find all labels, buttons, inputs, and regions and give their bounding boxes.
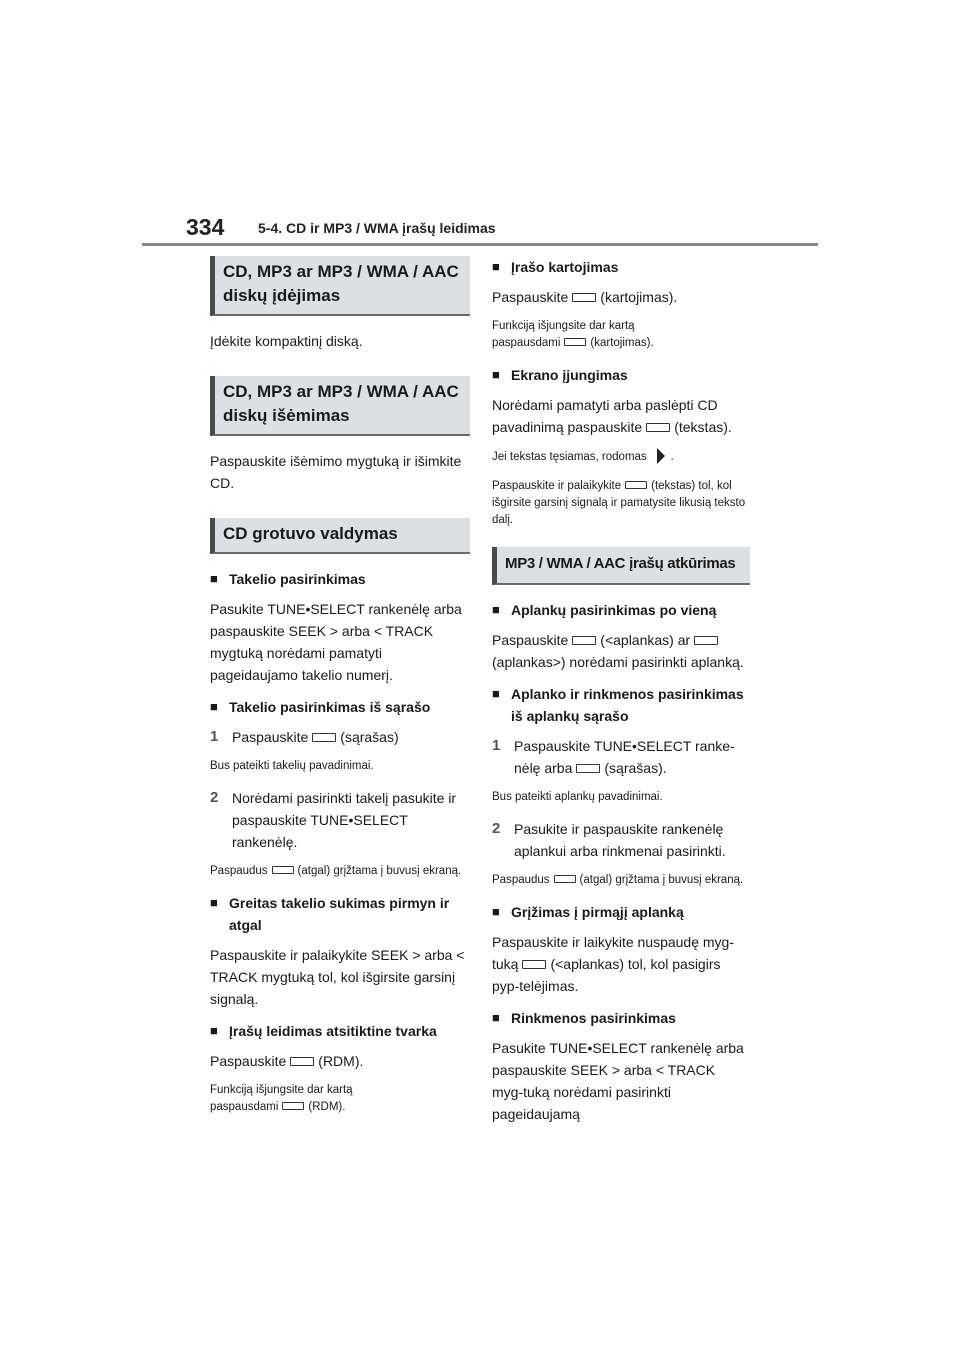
repeat-text: Paspauskite (kartojimas). (492, 289, 678, 305)
subheading-folder-step: ■ Aplankų pasirinkimas po vieną (492, 599, 750, 621)
square-bullet-icon: ■ (210, 1023, 218, 1038)
subheading-track-select: ■ Takelio pasirinkimas (210, 568, 470, 590)
square-bullet-icon: ■ (492, 1010, 500, 1026)
header-divider (142, 243, 818, 246)
subheading-display: ■ Ekrano įjungimas (492, 364, 750, 386)
button-icon (290, 1057, 314, 1066)
insert-instruction: Įdėkite kompaktinį diską. (210, 333, 363, 349)
square-bullet-icon: ■ (492, 686, 500, 702)
heading-cd-player-control: CD grotuvo valdymas (210, 518, 470, 554)
square-bullet-icon: ■ (210, 571, 218, 586)
page-number: 334 (186, 214, 225, 240)
track-list-note-2: Paspaudus (atgal) grįžtama į buvusį ekraną. (210, 865, 462, 877)
button-icon (694, 636, 718, 645)
first-folder-text: Paspauskite ir laikykite nuspaudę myg-tuką (<aplankas) tol, kol pasigirs pyp-telėjimas. (492, 934, 735, 995)
folder-list-step-2: 2 Pasukite ir paspauskite rankenėlę aplankui arba rinkmenai pasirinkti. (492, 820, 726, 860)
display-note-1: Jei tekstas tęsiamas, rodomas . (492, 448, 750, 466)
right-column (492, 256, 750, 1135)
random-play-text: Paspauskite (RDM). (210, 1053, 364, 1069)
folder-list-note-1: Bus pateikti aplankų pavadinimai. (492, 791, 663, 804)
track-select-text: Pasukite TUNE•SELECT rankenėlę arba paspauskite SEEK > arba < TRACK mygtuką norėdami pamatyti pageidaujamo takelio numerį. (210, 601, 462, 683)
heading-disc-insert: CD, MP3 ar MP3 / WMA / AAC diskų įdėjimas (210, 256, 470, 316)
square-bullet-icon: ■ (492, 259, 500, 274)
random-play-note: Funkciją išjungsite dar kartą paspausdami (RDM). (210, 1084, 353, 1113)
subheading-repeat: ■ Įrašo kartojimas (492, 256, 750, 278)
button-icon (272, 866, 294, 874)
repeat-note: Funkciją išjungsite dar kartą paspausdami (kartojimas). (492, 320, 654, 349)
button-icon (564, 338, 586, 346)
subheading-file-select: ■ Rinkmenos pasirinkimas (492, 1007, 750, 1029)
square-bullet-icon: ■ (210, 699, 218, 714)
square-bullet-icon: ■ (492, 367, 500, 382)
button-icon (572, 636, 596, 645)
page-header (0, 0, 960, 250)
button-icon (554, 875, 576, 883)
subheading-random-play: ■ Įrašų leidimas atsitiktine tvarka (210, 1020, 470, 1042)
section-title: 5-4. CD ir MP3 / WMA įrašų leidimas (258, 220, 496, 236)
subheading-fast-seek: ■ Greitas takelio sukimas pirmyn ir atgal (210, 892, 470, 936)
file-select-text: Pasukite TUNE•SELECT rankenėlę arba paspauskite SEEK > arba < TRACK myg-tuką norėdami pasirinkti pageidaujamą (492, 1040, 744, 1123)
folder-list-step-1: 1 Paspauskite TUNE•SELECT ranke-nėlę arba (sąrašas). (492, 737, 735, 777)
heading-disc-eject: CD, MP3 ar MP3 / WMA / AAC diskų išėmimas (210, 376, 470, 436)
button-icon (522, 960, 546, 969)
display-text: Norėdami pamatyti arba paslėpti CD pavadinimą paspauskite (tekstas). (492, 397, 732, 435)
subheading-folder-list: ■ Aplanko ir rinkmenos pasirinkimas iš aplankų sąrašo (492, 683, 750, 727)
heading-mp3-playback: MP3 / WMA / AAC įrašų atkūrimas (492, 547, 750, 585)
button-icon (646, 423, 670, 432)
track-list-note-1: Bus pateikti takelių pavadinimai. (210, 760, 374, 772)
button-icon (282, 1102, 304, 1110)
square-bullet-icon: ■ (492, 602, 500, 618)
folder-step-text: Paspauskite (<aplankas) ar (aplankas>) norėdami pasirinkti aplanką. (492, 632, 744, 671)
folder-list-note-2: Paspaudus (atgal) grįžtama į buvusį ekraną. (492, 874, 744, 887)
eject-instruction: Paspauskite išėmimo mygtuką ir išimkite CD. (210, 453, 462, 491)
fast-seek-text: Paspauskite ir palaikykite SEEK > arba < TRACK mygtuką tol, kol išgirsite garsinį signalą. (210, 947, 465, 1007)
subheading-first-folder: ■ Grįžimas į pirmąjį aplanką (492, 901, 750, 923)
display-note-2: Paspauskite ir palaikykite (tekstas) tol, kol išgirsite garsinį signalą ir pamatysite likusią teksto dalį. (492, 480, 746, 527)
subheading-track-list: ■ Takelio pasirinkimas iš sąrašo (210, 696, 470, 718)
square-bullet-icon: ■ (492, 904, 500, 920)
track-list-step-2: 2 Norėdami pasirinkti takelį pasukite ir paspauskite TUNE•SELECT rankenėlę. (210, 789, 457, 850)
left-column (210, 256, 470, 1128)
button-icon (312, 733, 336, 742)
square-bullet-icon: ■ (210, 895, 218, 910)
track-list-step-1: 1 Paspauskite (sąrašas) (210, 728, 399, 745)
button-icon (625, 481, 647, 489)
button-icon (572, 293, 596, 302)
continue-arrow-icon (657, 448, 665, 464)
button-icon (576, 764, 600, 773)
